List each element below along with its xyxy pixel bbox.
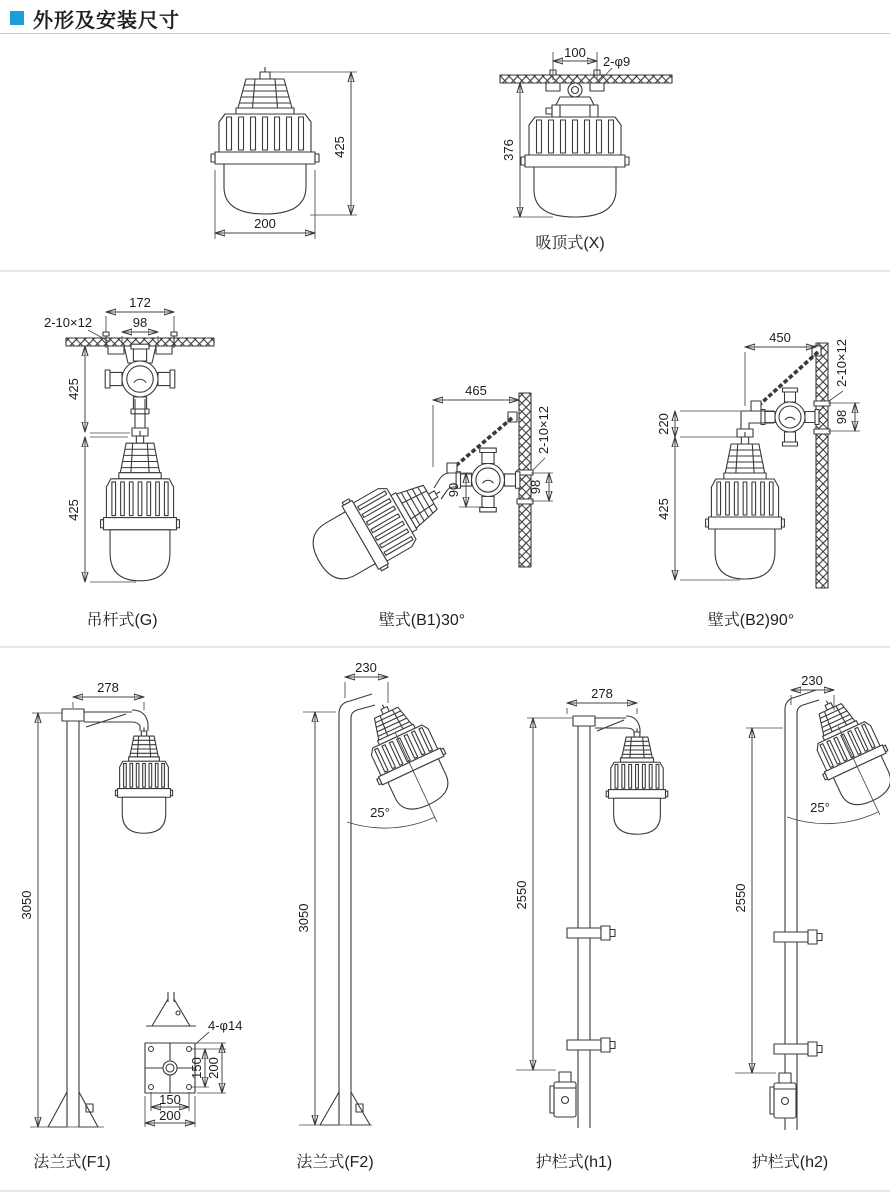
page-title: 外形及安装尺寸 — [33, 10, 180, 32]
dim-flange2-arm: 230 — [355, 660, 377, 675]
caption-ceiling: 吸顶式(X) — [535, 235, 605, 252]
caption-flange1: 法兰式(F1) — [33, 1154, 111, 1171]
dim-flange2-angle: 25° — [370, 805, 390, 820]
caption-pendant: 吊杆式(G) — [86, 612, 158, 629]
dim-pendant-lamp: 425 — [66, 499, 81, 521]
dim-wall90-reach: 450 — [769, 330, 791, 345]
dim-rail2-pole: 2550 — [733, 883, 748, 913]
dim-flange1-holes: 4-φ14 — [208, 1018, 243, 1033]
dim-ceiling-height: 376 — [501, 139, 516, 161]
drawing-ceiling-mount — [500, 45, 672, 217]
dim-rail2-angle: 25° — [810, 800, 830, 815]
dim-wall30-holes: 2-10×12 — [536, 405, 551, 455]
dim-flange1-size-h: 200 — [159, 1108, 181, 1123]
dim-pendant-drop: 425 — [66, 378, 81, 400]
dim-flange1-pitch-h: 150 — [159, 1092, 181, 1107]
dim-wall90-lamp: 425 — [656, 498, 671, 520]
dim-wall30-reach: 465 — [465, 383, 487, 398]
dim-pendant-holes: 2-10×12 — [44, 315, 93, 330]
drawing-front-view — [211, 67, 357, 239]
caption-wall90: 壁式(B2)90° — [707, 612, 795, 629]
dim-rail1-pole: 2550 — [514, 880, 529, 910]
drawing-flange-pole-1 — [19, 680, 242, 1127]
drawing-guardrail-1 — [514, 686, 668, 1128]
dim-wall90-drop: 220 — [656, 413, 671, 435]
dim-flange1-size-v: 200 — [206, 1057, 221, 1079]
row-divider-1 — [0, 270, 890, 272]
flange-base-detail — [145, 992, 242, 1127]
row-divider-2 — [0, 646, 890, 648]
dim-flange2-pole: 3050 — [296, 903, 311, 933]
drawing-guardrail-2 — [733, 673, 890, 1130]
dim-rail2-arm: 230 — [801, 673, 823, 688]
dim-ceiling-holes: 2-φ9 — [603, 54, 631, 69]
caption-flange2: 法兰式(F2) — [296, 1154, 374, 1171]
drawing-pendant-mount — [44, 295, 214, 582]
dim-wall30-span: 98 — [528, 479, 543, 495]
dim-front-width: 200 — [254, 216, 276, 231]
dim-wall30-offset: 90 — [446, 482, 461, 498]
drawing-wall-30 — [299, 383, 553, 596]
dim-flange1-pole: 3050 — [19, 890, 34, 920]
dim-wall90-holes: 2-10×12 — [834, 338, 849, 388]
dim-flange1-pitch-v: 150 — [189, 1057, 204, 1079]
row-divider-3 — [0, 1190, 890, 1192]
dim-pendant-plate: 172 — [129, 295, 151, 310]
dim-ceiling-span: 100 — [564, 45, 586, 60]
caption-rail2: 护栏式(h2) — [751, 1154, 829, 1171]
dim-wall90-span: 98 — [834, 409, 849, 425]
drawing-wall-90 — [656, 330, 860, 588]
dim-flange1-arm: 278 — [97, 680, 119, 695]
caption-rail1: 护栏式(h1) — [535, 1154, 613, 1171]
dim-rail1-arm: 278 — [591, 686, 613, 701]
drawing-flange-pole-2 — [296, 660, 462, 1125]
dim-pendant-span: 98 — [132, 315, 148, 330]
dim-front-height: 425 — [332, 136, 347, 158]
caption-wall30: 壁式(B1)30° — [378, 612, 466, 629]
